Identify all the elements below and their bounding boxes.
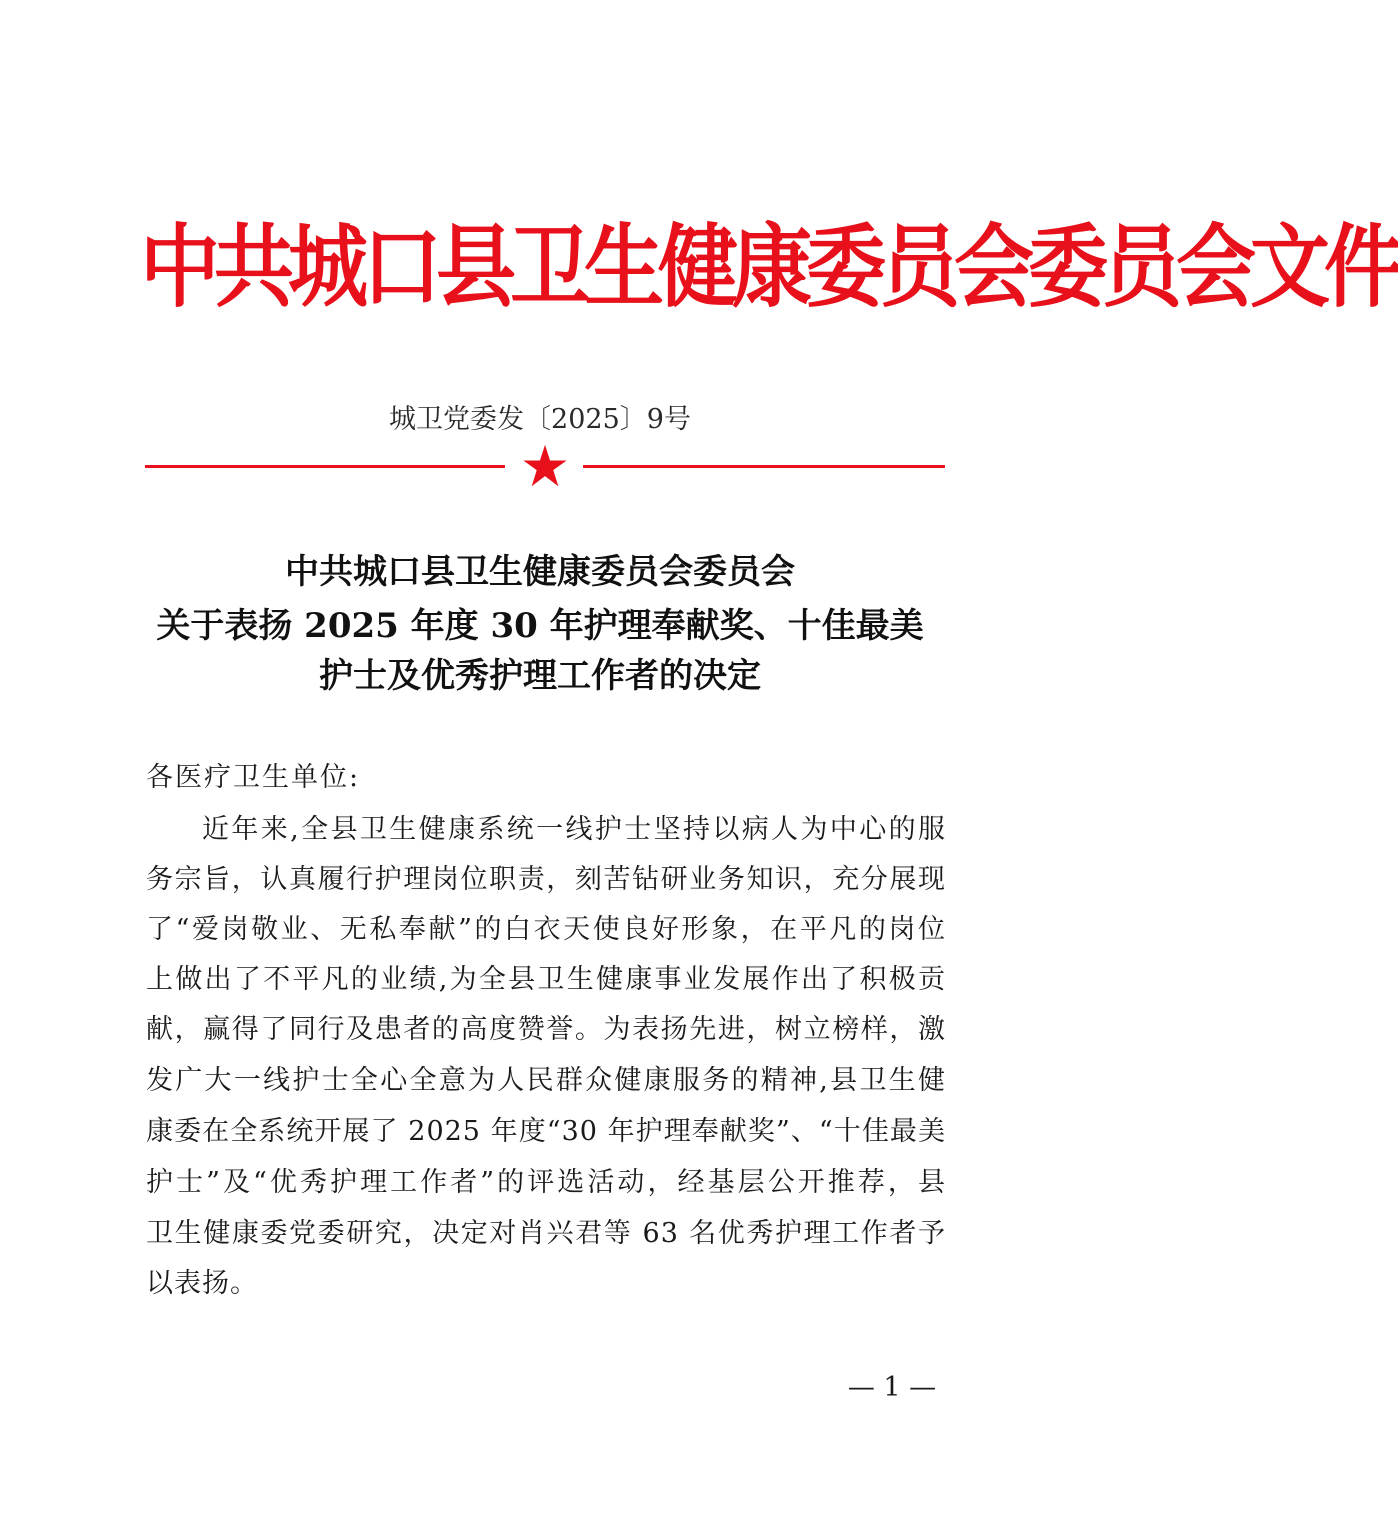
body-line: 献，赢得了同行及患者的高度赞誉。为表扬先进，树立榜样，激 <box>146 1014 946 1045</box>
body-line: 近年来,全县卫生健康系统一线护士坚持以病人为中心的服 <box>202 814 946 845</box>
body-line: 发广大一线护士全心全意为人民群众健康服务的精神,县卫生健 <box>146 1065 946 1096</box>
red-star-icon <box>522 443 568 489</box>
body-line: 护士”及“优秀护理工作者”的评选活动，经基层公开推荐，县 <box>146 1167 946 1198</box>
body-line: 卫生健康委党委研究，决定对肖兴君等 63 名优秀护理工作者予 <box>146 1218 946 1249</box>
document-number: 城卫党委发〔2025〕9号 <box>389 404 691 435</box>
body-line: 以表扬。 <box>146 1268 258 1299</box>
body-line: 了“爱岗敬业、无私奉献”的白衣天使良好形象，在平凡的岗位 <box>146 914 946 945</box>
page-number: — 1 — <box>847 1372 937 1403</box>
document-masthead: 中共城口县卫生健康委员会委员会文件 <box>140 215 1398 320</box>
red-rule-left <box>145 465 505 468</box>
body-line: 康委在全系统开展了 2025 年度“30 年护理奉献奖”、“十佳最美 <box>146 1116 946 1147</box>
body-line: 上做出了不平凡的业绩,为全县卫生健康事业发展作出了积极贡 <box>146 964 946 995</box>
title-line-3: 护士及优秀护理工作者的决定 <box>319 656 761 696</box>
salutation: 各医疗卫生单位: <box>146 762 361 793</box>
red-rule-right <box>583 465 945 468</box>
body-line: 务宗旨，认真履行护理岗位职责，刻苦钻研业务知识，充分展现 <box>146 864 946 895</box>
title-line-2: 关于表扬 2025 年度 30 年护理奉献奖、十佳最美 <box>156 606 924 646</box>
title-line-1: 中共城口县卫生健康委员会委员会 <box>285 552 795 592</box>
